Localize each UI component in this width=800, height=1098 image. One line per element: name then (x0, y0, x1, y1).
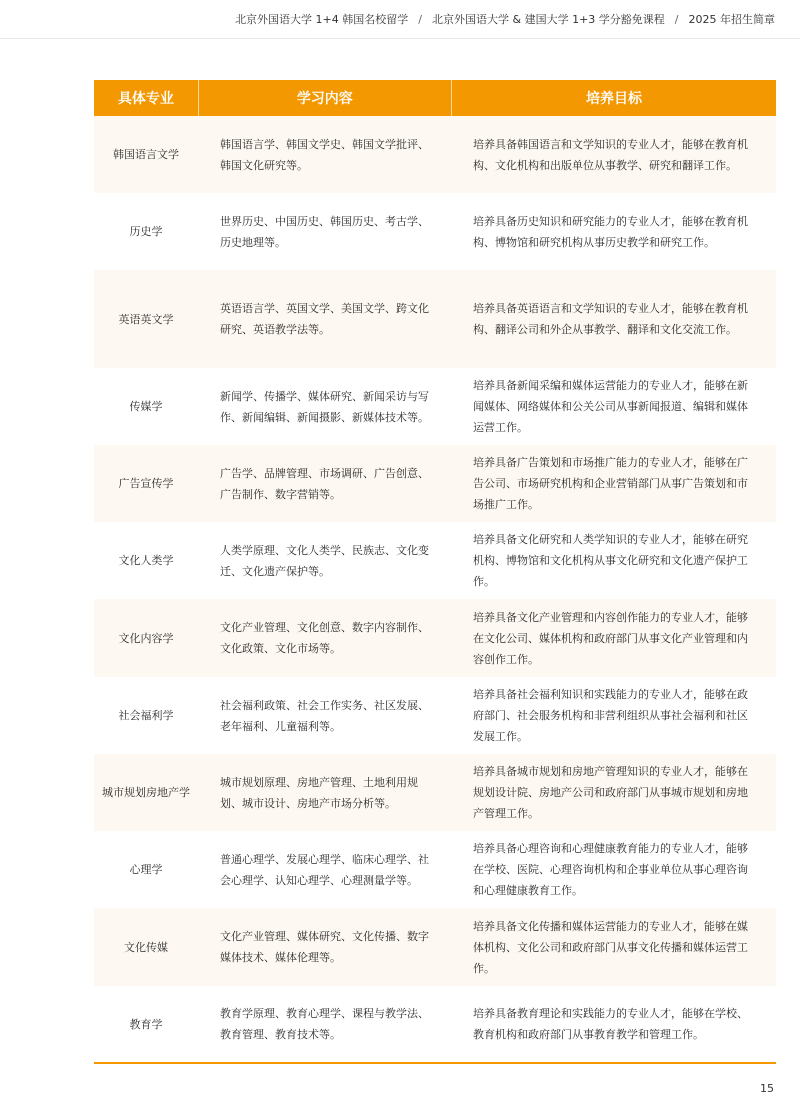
header-separator: / (674, 12, 679, 26)
goal-cell: 培养具备教育理论和实践能力的专业人才，能够在学校、教育机构和政府部门从事教育教学和管理工作。 (473, 1007, 748, 1041)
table-row (94, 908, 776, 986)
major-cell: 社会福利学 (118, 709, 174, 722)
goal-cell: 培养具备城市规划和房地产管理知识的专业人才，能够在规划设计院、房地产公司和政府部门从事城市规划和房地产管理工作。 (473, 765, 748, 820)
header-program-1: 北京外国语大学 1+4 韩国名校留学 (235, 13, 409, 26)
goal-cell: 培养具备社会福利知识和实践能力的专业人才，能够在政府部门、社会服务机构和非营利组织从事社会福利和社区发展工作。 (473, 688, 748, 743)
major-cell: 教育学 (129, 1017, 163, 1031)
major-cell: 心理学 (129, 863, 163, 876)
content-cell: 文化产业管理、文化创意、数字内容制作、文化政策、文化市场等。 (220, 621, 429, 655)
content-cell: 英语语言学、英国文学、美国文学、跨文化研究、英语教学法等。 (220, 302, 429, 336)
goal-cell: 培养具备文化产业管理和内容创作能力的专业人才，能够在文化公司、媒体机构和政府部门从事文化产业管理和内容创作工作。 (473, 610, 748, 666)
major-cell: 文化内容学 (118, 631, 174, 645)
running-header (0, 0, 800, 39)
table-header-row (94, 80, 776, 116)
goal-cell: 培养具备英语语言和文学知识的专业人才，能够在教育机构、翻译公司和外企从事教学、翻译和文化交流工作。 (473, 302, 748, 336)
table-row (94, 270, 776, 368)
content-cell: 教育学原理、教育心理学、课程与教学法、教育管理、教育技术等。 (220, 1007, 429, 1041)
major-cell: 广告宣传学 (118, 477, 174, 490)
goal-cell: 培养具备历史知识和研究能力的专业人才，能够在教育机构、博物馆和研究机构从事历史教学和研究工作。 (473, 214, 748, 249)
goal-cell: 培养具备文化传播和媒体运营能力的专业人才，能够在媒体机构、文化公司和政府部门从事文化传播和媒体运营工作。 (473, 919, 748, 975)
table-row (94, 445, 776, 522)
content-cell: 普通心理学、发展心理学、临床心理学、社会心理学、认知心理学、心理测量学等。 (220, 852, 429, 887)
header-brochure-title: 2025 年招生简章 (688, 13, 775, 26)
table-row (94, 754, 776, 831)
goal-cell: 培养具备韩国语言和文学知识的专业人才，能够在教育机构、文化机构和出版单位从事教学、研究和翻译工作。 (473, 137, 748, 172)
table-row (94, 368, 776, 445)
goal-cell: 培养具备心理咨询和心理健康教育能力的专业人才，能够在学校、医院、心理咨询机构和企事业单位从事心理咨询和心理健康教育工作。 (473, 842, 748, 897)
major-cell: 文化人类学 (118, 554, 174, 567)
major-cell: 韩国语言文学 (113, 148, 179, 161)
page-number: 15 (760, 1082, 774, 1095)
majors-table (94, 80, 776, 1064)
major-cell: 英语英文学 (118, 312, 174, 326)
table-row (94, 677, 776, 754)
header-program-2: 北京外国语大学 & 建国大学 1+3 学分豁免课程 (432, 13, 665, 26)
content-cell: 文化产业管理、媒体研究、文化传播、数字媒体技术、媒体伦理等。 (220, 930, 429, 964)
header-separator: / (418, 12, 422, 26)
table-row (94, 986, 776, 1062)
goal-cell: 培养具备新闻采编和媒体运营能力的专业人才，能够在新闻媒体、网络媒体和公关公司从事新闻报道、编辑和媒体运营工作。 (473, 379, 748, 434)
column-header-goal: 培养目标 (585, 91, 642, 107)
content-cell: 社会福利政策、社会工作实务、社区发展、老年福利、儿童福利等。 (220, 698, 429, 733)
content-cell: 人类学原理、文化人类学、民族志、文化变迁、文化遗产保护等。 (220, 543, 429, 578)
content-cell: 世界历史、中国历史、韩国历史、考古学、历史地理等。 (220, 214, 429, 249)
table-row (94, 599, 776, 677)
content-cell: 城市规划原理、房地产管理、土地利用规划、城市设计、房地产市场分析等。 (220, 775, 418, 810)
content-cell: 新闻学、传播学、媒体研究、新闻采访与写作、新闻编辑、新闻摄影、新媒体技术等。 (220, 389, 429, 424)
major-cell: 文化传媒 (124, 940, 168, 954)
major-cell: 城市规划房地产学 (102, 786, 190, 799)
table-row (94, 522, 776, 599)
table-row (94, 831, 776, 908)
major-cell: 历史学 (129, 225, 163, 238)
goal-cell: 培养具备文化研究和人类学知识的专业人才，能够在研究机构、博物馆和文化机构从事文化研究和文化遗产保护工作。 (473, 533, 748, 588)
major-cell: 传媒学 (129, 400, 163, 413)
content-cell: 广告学、品牌管理、市场调研、广告创意、广告制作、数字营销等。 (220, 466, 429, 501)
table-row (94, 116, 776, 193)
column-header-major: 具体专业 (94, 80, 199, 116)
content-cell: 韩国语言学、韩国文学史、韩国文学批评、韩国文化研究等。 (220, 137, 429, 172)
column-header-content: 学习内容 (199, 80, 452, 116)
table-row (94, 193, 776, 270)
goal-cell: 培养具备广告策划和市场推广能力的专业人才，能够在广告公司、市场研究机构和企业营销部门从事广告策划和市场推广工作。 (473, 456, 748, 511)
